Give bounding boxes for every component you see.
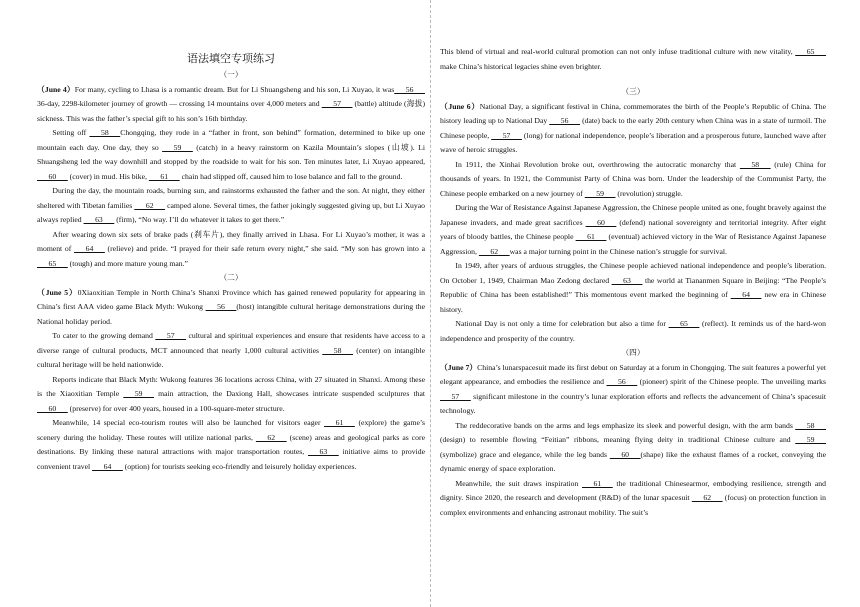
passage-text: (reflect). It reminds us of the hard-won independence and prosperity of the country. [440, 319, 826, 343]
passage-text: was a major turning point in the Chinese nation’s struggle for survival. [509, 246, 727, 256]
right-column [440, 0, 826, 520]
paragraph [37, 228, 425, 272]
passage-text: main attraction, the Daxiong Hall, showcases intricate suspended sculptures that [154, 389, 425, 398]
fill-in-blank: 59 [795, 435, 826, 444]
fill-in-blank: 57 [440, 391, 471, 401]
passage-text: During the War of Resistance Against Japanese Aggression, the Chinese people united as one, fought bravely against the Japanese invaders, and made great sacrifices [440, 203, 826, 227]
passage-text: significant milestone in the country’s lunar exploration efforts and reflects the advancement of China’s spacesuit technology. [440, 391, 826, 415]
passage-date: （June 4） [37, 84, 75, 94]
passage-text: (battle) altitude (海拔) sickness. This was the father’s special gift to his son’s 16th birthday. [37, 99, 426, 123]
paragraph [37, 83, 425, 127]
fill-in-blank: 65 [37, 258, 68, 268]
fill-in-blank: 56 [394, 84, 425, 94]
passage-text: During the day, the mountain roads, burning sun, and rainstorms exhausted the father and the son. At night, they either sheltered with Tibetan families [37, 186, 425, 210]
passage-text: (symbolize) grace and elegance, while the leg bands [440, 449, 610, 459]
passage-text: Chongqing, they rode in a “father in front, son behind” formation, determined to bike up one mountain each day. One day, they so [37, 128, 425, 152]
fill-in-blank: 58 [322, 345, 354, 355]
passage-text: (relieve) and pride. “I prayed for their safe return every night,” she said. “My son has grown into a [104, 244, 425, 253]
fill-in-blank: 57 [321, 99, 353, 108]
paragraph [440, 45, 826, 74]
paragraph [440, 419, 826, 477]
passage-text: (pioneer) spirit of the Chinese people. The unveiling marks [637, 377, 826, 386]
passage-date: （June 6） [440, 101, 480, 111]
fill-in-blank: 56 [606, 377, 638, 386]
fill-in-blank: 65 [795, 47, 826, 56]
section-heading: （一） [219, 70, 243, 79]
passage-text: (defend) national sovereignty and territorial integrity. After eight years of bloody battles, the Chinese people [440, 217, 826, 241]
fill-in-blank: 61 [582, 478, 613, 488]
fill-in-blank: 62 [255, 432, 287, 442]
passage-text: 0Xiaoxitian Temple in North China’s Shanxi Province which has gained renewed popularity for appearing in China’s first AAA video game Black Myth: Wukong [37, 287, 425, 311]
fill-in-blank: 62 [134, 200, 166, 210]
section-heading: （二） [219, 273, 243, 282]
passage-text: To cater to the growing demand [52, 331, 156, 340]
left-column [37, 0, 425, 474]
passage-text: (revolution) struggle. [615, 188, 683, 198]
passage-text: The reddecorative bands on the arms and legs emphasize its sleek and powerful design, with the arm bands [455, 420, 796, 430]
fill-in-blank: 58 [739, 159, 771, 169]
passage-text: (catch) in a heavy rainstorm on Kazila Mountain’s slopes (山坡). Li Shuangsheng led the way downhill and stopped by the roadside to wait for his son. Ten minutes later, Li Xuyao appeared, [37, 142, 425, 166]
passage-text: (design) to resemble flowing “Feitian” ribbons, meaning flying deity in traditional Chinese culture and [440, 435, 796, 444]
passage-text: chain had slipped off, caused him to lose balance and fall to the ground. [179, 171, 403, 181]
passage-text: National Day is not only a time for celebration but also a time for [455, 319, 669, 328]
fill-in-blank: 62 [478, 246, 510, 256]
passage-text: (shape) like the exhaust flames of a rocket, conveying the dynamic energy of space exploration. [440, 449, 826, 473]
fill-in-blank: 64 [92, 461, 123, 471]
fill-in-blank: 56 [549, 116, 581, 125]
paragraph [440, 361, 826, 419]
paragraph [440, 317, 826, 346]
passage-text: Setting off [52, 128, 90, 137]
passage-date: （June 7） [440, 362, 478, 372]
passage-text: In 1911, the Xinhai Revolution broke out, overthrowing the autocratic monarchy that [455, 159, 740, 169]
right-content [440, 45, 826, 520]
passage-text: (option) for tourists seeking eco-friendly and leisurely holiday experiences. [122, 461, 357, 471]
fill-in-blank: 60 [609, 449, 641, 459]
paragraph [440, 100, 826, 158]
paragraph [440, 201, 826, 259]
passage-text: cultural and spiritual experiences and ensure that residents have access to a diverse range of cultural products, MCT announced that nearly 1,000 cultural activities [37, 331, 426, 355]
passage-text: (firm), “No way. I’ll do whatever it takes to get there.” [114, 215, 285, 224]
left-content [37, 68, 425, 474]
paragraph [37, 286, 425, 330]
paragraph [37, 373, 425, 417]
passage-text: (long) for national independence, people’s liberation and a prosperous future, launched wave after wave of heroic struggles. [440, 130, 827, 154]
fill-in-blank: 56 [205, 302, 237, 311]
passage-text: new era in Chinese history. [440, 290, 826, 314]
paragraph [37, 416, 425, 474]
fill-in-blank: 60 [37, 171, 68, 181]
passage-text: National Day, a significant festival in China, commemorates the birth of the People’s Republic of China. The history leading up to National Day [440, 101, 826, 125]
fill-in-blank: 63 [611, 275, 643, 285]
page-title: 语法填空专项练习 [187, 53, 275, 65]
fill-in-blank: 60 [585, 217, 617, 227]
fill-in-blank: 57 [155, 331, 187, 340]
passage-text: (scene) areas and geological parks as core destinations. By linking these natural attractions with major transportation routes, [37, 432, 425, 456]
passage-date: （June 5） [37, 287, 78, 297]
passage-text: (tough) and more mature young man.” [67, 258, 188, 268]
fill-in-blank: 63 [83, 215, 115, 224]
fill-in-blank: 58 [89, 128, 121, 137]
paragraph [37, 126, 425, 184]
passage-text: (focus) on protection function in complex environments and enhancing astronaut mobility. The suit’s [440, 493, 826, 517]
passage-text: initiative aims to provide convenient travel [37, 447, 425, 471]
passage-text: (rule) China for thousands of years. In 1921, the Communist Party of China was born. Under the leadership of the Communist Party, the Chinese people embarked on a new journey of [440, 159, 826, 198]
paragraph [440, 158, 826, 202]
passage-text: Meanwhile, the suit draws inspiration [455, 478, 582, 488]
passage-text: (host) intangible cultural heritage demonstrations during the National holiday period. [37, 302, 425, 326]
paragraph [440, 477, 826, 521]
passage-text: 36-day, 2298-kilometer journey of growth — crossing 14 mountains over 4,000 meters and [37, 99, 322, 108]
passage-text: the traditional Chinesearmor, embodying resilience, strength and dignity. Since 2020, the research and development (R&D) of the lunar spacesuit [440, 478, 826, 502]
passage-text: This blend of virtual and real-world cultural promotion can not only infuse traditional culture with new vitality, [440, 47, 796, 56]
fill-in-blank: 62 [691, 493, 723, 502]
passage-text: the world at Tiananmen Square in Beijing: “The People’s Republic of China has been established!” This momentous event marked the beginning of [440, 275, 826, 299]
fill-in-blank: 58 [795, 420, 826, 430]
fill-in-blank: 61 [575, 232, 607, 241]
fill-in-blank: 61 [324, 418, 355, 427]
passage-text: camped alone. Several times, the father jokingly suggested giving up, but Li Xuyao always replied [37, 200, 425, 224]
passage-text: (preserve) for over 400 years, housed in a 100-square-meter structure. [67, 403, 285, 413]
passage-text: China’s lunarspacesuit made its first debut on Saturday at a forum in Chongqing. The suit features a powerful yet elegant appearance, and embodies the resilience and [440, 362, 826, 386]
fill-in-blank: 57 [491, 130, 522, 140]
passage-text: (date) back to the early 20th century when China was in a state of turmoil. The Chinese people, [440, 116, 826, 140]
passage-text: After wearing down six sets of brake pads (刹车片), they finally arrived in Lhasa. For Li Xuyao’s mother, it was a moment of [37, 229, 425, 253]
paragraph [440, 259, 826, 317]
fill-in-blank: 64 [74, 244, 105, 253]
passage-text: (cover) in mud. His bike, [67, 171, 149, 181]
paragraph [37, 329, 425, 373]
passage-text: For many, cycling to Lhasa is a romantic dream. But for Li Shuangsheng and his son, Li Xuyao, it was [74, 84, 395, 94]
fill-in-blank: 60 [37, 403, 68, 413]
fill-in-blank: 61 [148, 171, 180, 181]
passage-text: Reports indicate that Black Myth: Wukong features 36 locations across China, with 27 situated in Shanxi. Among these is the Xiaoxitian Temple [37, 374, 425, 398]
fill-in-blank: 63 [307, 447, 339, 456]
passage-text: (eventual) achieved victory in the War of Resistance Against Japanese Aggression, [440, 232, 826, 256]
section-heading: （三） [621, 87, 645, 96]
section-heading: （四） [621, 348, 645, 357]
fill-in-blank: 59 [162, 142, 193, 152]
fill-in-blank: 65 [668, 319, 700, 328]
column-divider [430, 0, 431, 607]
passage-text: (center) on intangible cultural heritage will be held nationwide. [37, 345, 425, 369]
passage-text: (explore) the game’s scenery during the holiday. These routes will utilize national parks, [37, 418, 425, 442]
passage-text: In 1949, after years of arduous struggles, the Chinese people achieved national independence and people’s liberation. On October 1, 1949, Chairman Mao Zedong declared [440, 261, 826, 285]
paragraph [37, 184, 425, 228]
fill-in-blank: 64 [730, 290, 762, 299]
passage-text: Meanwhile, 14 special eco-tourism routes will also be launched for visitors eager [52, 418, 325, 427]
fill-in-blank: 59 [123, 389, 155, 398]
fill-in-blank: 59 [584, 188, 616, 198]
passage-text: make China’s historical legacies shine even brighter. [440, 61, 602, 71]
